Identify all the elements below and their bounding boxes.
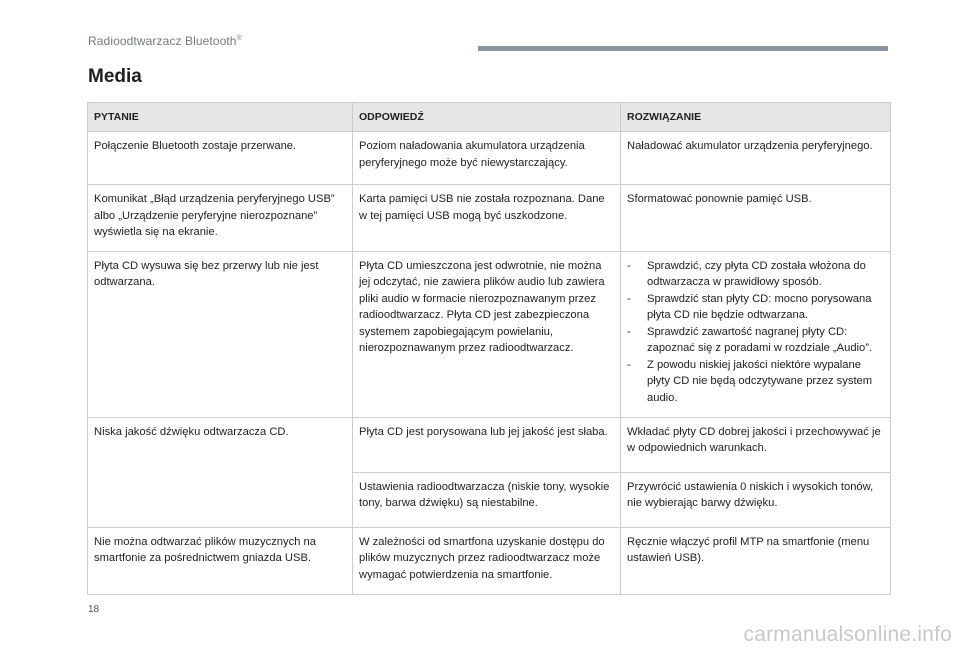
solution-list-item: - Sprawdzić zawartość nagranej płyty CD: zapoznać się z poradami w rozdziale „Audio”. bbox=[627, 324, 884, 357]
solution-cell: Ręcznie włączyć profil MTP na smartfonie (menu ustawień USB). bbox=[621, 527, 891, 594]
solution-cell bbox=[621, 251, 891, 417]
solution-cell: Sformatować ponownie pamięć USB. bbox=[621, 185, 891, 252]
table-row bbox=[88, 417, 891, 472]
table-row bbox=[88, 527, 891, 594]
watermark: carmanualsonline.info bbox=[743, 623, 952, 646]
answer-cell: Płyta CD umieszczona jest odwrotnie, nie można jej odczytać, nie zawiera plików audio lub zawiera pliki audio w formacie nierozpoznawanym przez radioodtwarzacz. Płyta CD jest zabezpieczona systemem zapobiegającym powielaniu, nierozpoznawanym przez radioodtwarzacz. bbox=[353, 251, 621, 417]
table-row bbox=[88, 251, 891, 417]
question-cell: Niska jakość dźwięku odtwarzacza CD. bbox=[88, 417, 353, 527]
question-cell: Płyta CD wysuwa się bez przerwy lub nie jest odtwarzana. bbox=[88, 251, 353, 417]
solution-list bbox=[627, 258, 884, 407]
troubleshooting-table bbox=[87, 102, 891, 595]
header-title bbox=[88, 34, 242, 48]
answer-cell: Ustawienia radioodtwarzacza (niskie tony, wysokie tony, barwa dźwięku) są niestabilne. bbox=[353, 472, 621, 527]
solution-list-item: - Sprawdzić stan płyty CD: mocno porysowana płyta CD nie będzie odtwarzana. bbox=[627, 291, 884, 324]
solution-cell: Naładować akumulator urządzenia peryferyjnego. bbox=[621, 132, 891, 185]
question-cell: Nie można odtwarzać plików muzycznych na smartfonie za pośrednictwem gniazda USB. bbox=[88, 527, 353, 594]
solution-list-item: - Sprawdzić, czy płyta CD została włożona do odtwarzacza w prawidłowy sposób. bbox=[627, 258, 884, 291]
column-header-solution: ROZWIĄZANIE bbox=[621, 103, 891, 132]
section-title: Media bbox=[88, 66, 142, 87]
header-divider-bar bbox=[478, 46, 888, 51]
table-row bbox=[88, 185, 891, 252]
table-header-row bbox=[88, 103, 891, 132]
registered-mark: ® bbox=[236, 35, 242, 42]
answer-cell: W zależności od smartfona uzyskanie dostępu do plików muzycznych przez radioodtwarzacz może wymagać potwierdzenia na smartfonie. bbox=[353, 527, 621, 594]
question-cell: Połączenie Bluetooth zostaje przerwane. bbox=[88, 132, 353, 185]
answer-cell: Karta pamięci USB nie została rozpoznana. Dane w tej pamięci USB mogą być uszkodzone. bbox=[353, 185, 621, 252]
table-row bbox=[88, 132, 891, 185]
column-header-question: PYTANIE bbox=[88, 103, 353, 132]
answer-cell: Płyta CD jest porysowana lub jej jakość jest słaba. bbox=[353, 417, 621, 472]
solution-list-item: - Z powodu niskiej jakości niektóre wypalane płyty CD nie będą odczytywane przez system audio. bbox=[627, 357, 884, 407]
answer-cell: Poziom naładowania akumulatora urządzenia peryferyjnego może być niewystarczający. bbox=[353, 132, 621, 185]
question-cell: Komunikat „Błąd urządzenia peryferyjnego USB” albo „Urządzenie peryferyjne nierozpoznane” wyświetla się na ekranie. bbox=[88, 185, 353, 252]
page-number: 18 bbox=[88, 604, 100, 615]
solution-cell: Wkładać płyty CD dobrej jakości i przechowywać je w odpowiednich warunkach. bbox=[621, 417, 891, 472]
header-title-text: Radioodtwarzacz Bluetooth bbox=[88, 34, 237, 48]
solution-cell: Przywrócić ustawienia 0 niskich i wysokich tonów, nie wybierając barwy dźwięku. bbox=[621, 472, 891, 527]
column-header-answer: ODPOWIEDŹ bbox=[353, 103, 621, 132]
